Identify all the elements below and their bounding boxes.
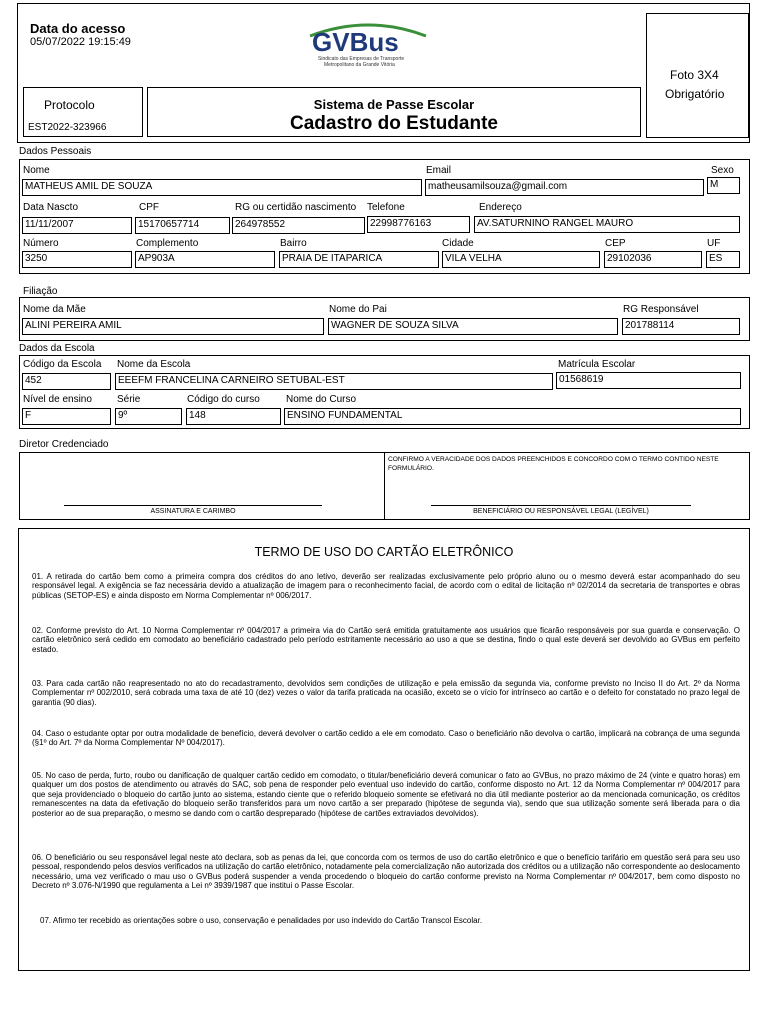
logo-sub1: Sindicato das Empresas de Transporte [318,56,405,62]
termo-p1: 01. A retirada do cartão bem como a primeira compra dos créditos do ano letivo, deverão ser realizadas exclusivamente pelo próprio aluno ou o mesmo deverá estar acompanhado do seu responsável legal. A exigência se faz necessária devido a atualização de imagem para o reconhecimento facial, de acordo com o edital de licitação nº 02/2014 da secretaria de transportes e obras públicas (SETOP-ES) e ainda disposto em Norma Complementar nº 006/2017. [32,572,740,600]
num-field: 3250 [22,251,132,268]
sig-label-left: ASSINATURA E CARIMBO [150,508,236,515]
termo-p2: 02. Conforme previsto do Art. 10 Norma Complementar nº 004/2017 a primeira via do Cartão será emitida gratuitamente aos usuários que ficarão responsáveis por sua guarda e conservação. O cartão eletrônico será cedido em comodato ao beneficiário cadastrado pelo período estritamente necessário ao uso a que se destina, findo o qual este deverá ser devolvido ao GVBus em perfeito estado. [32,626,740,654]
end-field: AV.SATURNINO RANGEL MAURO [474,216,740,233]
gvbus-logo [308,18,428,73]
cep-label: CEP [605,238,626,249]
cpf-field: 15170657714 [135,217,230,234]
rg-field: 264978552 [232,217,365,234]
comp-field: AP903A [135,251,275,268]
bus-logo-icon [308,18,428,73]
codcurso-field: 148 [186,408,281,425]
system-title: Sistema de Passe Escolar [313,97,475,112]
cidade-field: VILA VELHA [442,251,600,268]
curso-label: Nome do Curso [286,394,357,405]
nivel-label: Nível de ensino [23,394,92,405]
protocol-value: EST2022-323966 [28,122,107,133]
rgresp-field: 201788114 [622,318,740,335]
num-label: Número [23,238,59,249]
section-diretor: Diretor Credenciado [19,439,109,450]
cod-escola-field: 452 [22,373,111,390]
confirm-text: CONFIRMO A VERACIDADE DOS DADOS PREENCHIDOS E CONCORDO COM O TERMO CONTIDO NESTE FORMULÁRIO. [388,456,719,472]
sig-line-left [64,505,322,506]
bairro-field: PRAIA DE ITAPARICA [279,251,439,268]
email-label: Email [426,165,452,176]
nome-escola-label: Nome da Escola [117,359,191,370]
cod-escola-label: Código da Escola [23,359,102,370]
cpf-label: CPF [139,202,159,213]
logo-sub2: Metropolitano da Grande Vitória [324,62,395,68]
rg-label: RG ou certidão nascimento [235,202,357,213]
matricula-label: Matrícula Escolar [558,359,636,370]
uf-field: ES [706,251,740,268]
protocol-label: Protocolo [44,98,95,112]
email-field: matheusamilsouza@gmail.com [425,179,704,196]
nivel-field: F [22,408,111,425]
cidade-label: Cidade [442,238,474,249]
termo-p4: 04. Caso o estudante optar por outra modalidade de benefício, deverá devolver o cartão cedido a ele em comodato. Caso o beneficiário não devolva o cartão, implicará na cobrança de uma segunda (§1º do Art. 7º da Norma Complementar Nº 004/2017). [32,729,740,748]
end-label: Endereço [479,202,522,213]
nome-label: Nome [23,165,50,176]
serie-field: 9º [115,408,182,425]
rgresp-label: RG Responsável [623,304,699,315]
cep-field: 29102036 [604,251,702,268]
nasc-field: 11/11/2007 [22,217,132,234]
tel-field: 22998776163 [367,216,470,233]
sig-label-right: BENEFICIÁRIO OU RESPONSÁVEL LEGAL (LEGÍVEL) [473,508,649,515]
nasc-label: Data Nascto [23,202,79,213]
sexo-field: M [707,177,740,194]
mae-field: ALINI PEREIRA AMIL [22,318,324,335]
section-filiacao: Filiação [23,286,58,297]
comp-label: Complemento [136,238,199,249]
serie-label: Série [117,394,141,405]
access-label: Data do acesso [30,21,126,36]
curso-field: ENSINO FUNDAMENTAL [284,408,741,425]
pai-field: WAGNER DE SOUZA SILVA [328,318,618,335]
nome-field: MATHEUS AMIL DE SOUZA [22,179,422,196]
mae-label: Nome da Mãe [23,304,86,315]
termo-title: TERMO DE USO DO CARTÃO ELETRÔNICO [254,545,514,559]
pai-label: Nome do Pai [329,304,387,315]
matricula-field: 01568619 [556,372,741,389]
form-title: Cadastro do Estudante [290,113,498,134]
uf-label: UF [707,238,721,249]
termo-p5: 05. No caso de perda, furto, roubo ou danificação de qualquer cartão cedido em comodato, o titular/beneficiário deverá comunicar o fato ao GVBus, no prazo máximo de 24 (vinte e quatro horas) em qualquer um dos postos de atendimento ou através do SAC, sob pena de responder pelo eventual uso indevido do cartão, conforme disposto no Art. 12 da Norma Complementar nº 004/2017 para que seja providenciado o bloqueio do cartão junto ao sistema, estando ciente que o referido bloqueio somente se efetivará no dia útil mediante posterior ao da mencionada comunicação, os créditos remanescentes na data da efetivação do bloqueio serão transferidos para um novo cartão a ser preparado (hipótese de segunda via), sendo que sua utilização somente será liberada para o dia posterior ao de sua preparação, o mesmo se dando com o cartão despreparado (hipótese de cartões extraviados devolvidos). [32,771,740,818]
termo-p3: 03. Para cada cartão não reapresentado no ato do recadastramento, devolvidos sem condições de utilização e pela emissão da segunda via, conforme previsto no Inciso II do Art. 2º da Norma Complementar nº 002/2010, será cobrada uma taxa de até 10 (dez) vezes o valor da tarifa praticada na ocasião, exceto se o vício for intrínseco ao cartão e o defeito for constatado no prazo legal de garantia (90 dias). [32,679,740,707]
access-datetime: 05/07/2022 19:15:49 [30,36,131,48]
nome-escola-field: EEEFM FRANCELINA CARNEIRO SETUBAL-EST [115,373,553,390]
tel-label: Telefone [367,202,405,213]
section-dados-escola: Dados da Escola [19,343,95,354]
photo-line2: Obrigatório [665,87,725,101]
logo-wordmark: GVBus [312,27,399,57]
sig-line-right [431,505,691,506]
section-dados-pessoais: Dados Pessoais [19,146,92,157]
termo-p6: 06. O beneficiário ou seu responsável legal neste ato declara, sob as penas da lei, que concorda com os termos de uso do cartão eletrônico e que o benefício tarifário em questão será para seu uso pessoal, respondendo pelos desvios verificados na utilização do cartão eletrônico, notadamente pela comercialização não autorizada dos créditos ou a utilização não correspondente ao deslocamento necessário, uma vez verificado o mau uso o GVBus poderá suspender a venda procedendo o bloqueio do cartão conforme previsto na Norma Complementar nº 004/2017, bem como disposto no Decreto nº 3.076-N/1990 que regulamenta a Lei nº 3939/1987 que institui o Passe Escolar. [32,853,740,891]
termo-p7: 07. Afirmo ter recebido as orientações sobre o uso, conservação e penalidades por uso indevido do Cartão Transcol Escolar. [40,916,483,925]
bairro-label: Bairro [280,238,307,249]
codcurso-label: Código do curso [187,394,260,405]
sexo-label: Sexo [711,165,734,176]
photo-line1: Foto 3X4 [670,68,719,82]
signature-divider [384,452,385,520]
